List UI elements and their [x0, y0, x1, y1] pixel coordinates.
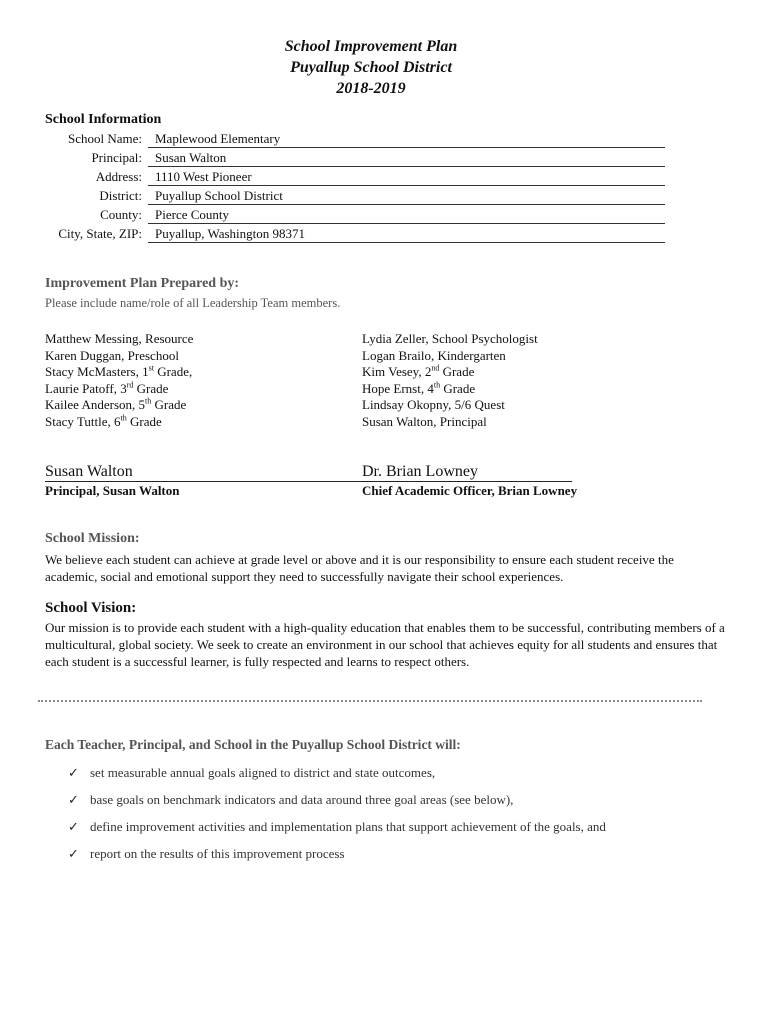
principal-field[interactable]: Susan Walton: [148, 150, 665, 167]
prepared-by-hint: Please include name/role of all Leadership Team members.: [45, 296, 341, 310]
checkmark-icon: ✓: [68, 846, 79, 861]
team-member: Lindsay Okopny, 5/6 Quest: [362, 397, 505, 413]
address-field[interactable]: 1110 West Pioneer: [148, 169, 665, 186]
team-member: Hope Ernst, 4th Grade: [362, 380, 476, 396]
principal-label: Principal:: [91, 150, 142, 165]
list-item: ✓ report on the results of this improvement process: [68, 846, 345, 861]
district-field[interactable]: Puyallup School District: [148, 188, 665, 205]
city-state-zip-label: City, State, ZIP:: [58, 226, 142, 241]
cao-signature-field[interactable]: Dr. Brian Lowney: [362, 462, 572, 482]
county-field[interactable]: Pierce County: [148, 207, 665, 224]
cao-signature-title: Chief Academic Officer, Brian Lowney: [362, 483, 578, 498]
school-name-label: School Name:: [67, 131, 142, 146]
school-mission-text: We believe each student can achieve at grade level or above and it is our responsibility to ensure each student receive the academic, social and emotional support they need to successfully navigate their school experiences.: [45, 552, 674, 584]
list-item: ✓ base goals on benchmark indicators and data around three goal areas (see below),: [68, 792, 514, 807]
checkmark-icon: ✓: [68, 819, 79, 834]
team-member: Susan Walton, Principal: [362, 413, 487, 429]
team-member: Matthew Messing, Resource: [45, 331, 194, 346]
school-mission-heading: School Mission:: [45, 531, 140, 546]
team-member: Kailee Anderson, 5th Grade: [45, 397, 187, 413]
section-divider: [38, 700, 702, 702]
document-title-line1: School Improvement Plan: [284, 38, 458, 55]
school-name-field[interactable]: Maplewood Elementary: [148, 131, 665, 148]
address-label: Address:: [95, 169, 142, 184]
list-item: ✓ define improvement activities and implementation plans that support achievement of the goals, and: [68, 819, 606, 834]
document-title-line3: 2018-2019: [336, 80, 406, 97]
team-member: Stacy Tuttle, 6th Grade: [45, 413, 162, 429]
document-title-line2: Puyallup School District: [290, 59, 452, 76]
district-label: District:: [99, 188, 142, 203]
principal-signature-field[interactable]: Susan Walton: [45, 462, 363, 482]
prepared-by-heading: Improvement Plan Prepared by:: [45, 276, 240, 291]
city-state-zip-field[interactable]: Puyallup, Washington 98371: [148, 226, 665, 243]
list-item: ✓ set measurable annual goals aligned to district and state outcomes,: [68, 765, 436, 780]
school-information-heading: School Information: [45, 112, 162, 127]
team-member: Lydia Zeller, School Psychologist: [362, 331, 538, 346]
team-member: Laurie Patoff, 3rd Grade: [45, 380, 169, 396]
school-vision-heading: School Vision:: [45, 600, 137, 616]
team-members-left-column: [45, 331, 345, 431]
checkmark-icon: ✓: [68, 765, 79, 780]
school-vision-text: Our mission is to provide each student with a high-quality education that enables them to be successful, contributing members of a multicultural, global society. We seek to create an environment in our school that achieves equity for all students and ensures that each student is a successful learner, is fully respected and learns to respect others.: [45, 620, 725, 669]
team-member: Karen Duggan, Preschool: [45, 347, 179, 363]
team-member: Logan Brailo, Kindergarten: [362, 347, 506, 363]
commitments-heading: Each Teacher, Principal, and School in the Puyallup School District will:: [45, 737, 461, 752]
team-member: Stacy McMasters, 1st Grade,: [45, 363, 193, 380]
county-label: County:: [100, 207, 142, 222]
checkmark-icon: ✓: [68, 792, 79, 807]
team-members-right-column: [362, 331, 702, 431]
team-member: Kim Vesey, 2nd Grade: [362, 363, 475, 380]
principal-signature-title: Principal, Susan Walton: [45, 483, 180, 498]
